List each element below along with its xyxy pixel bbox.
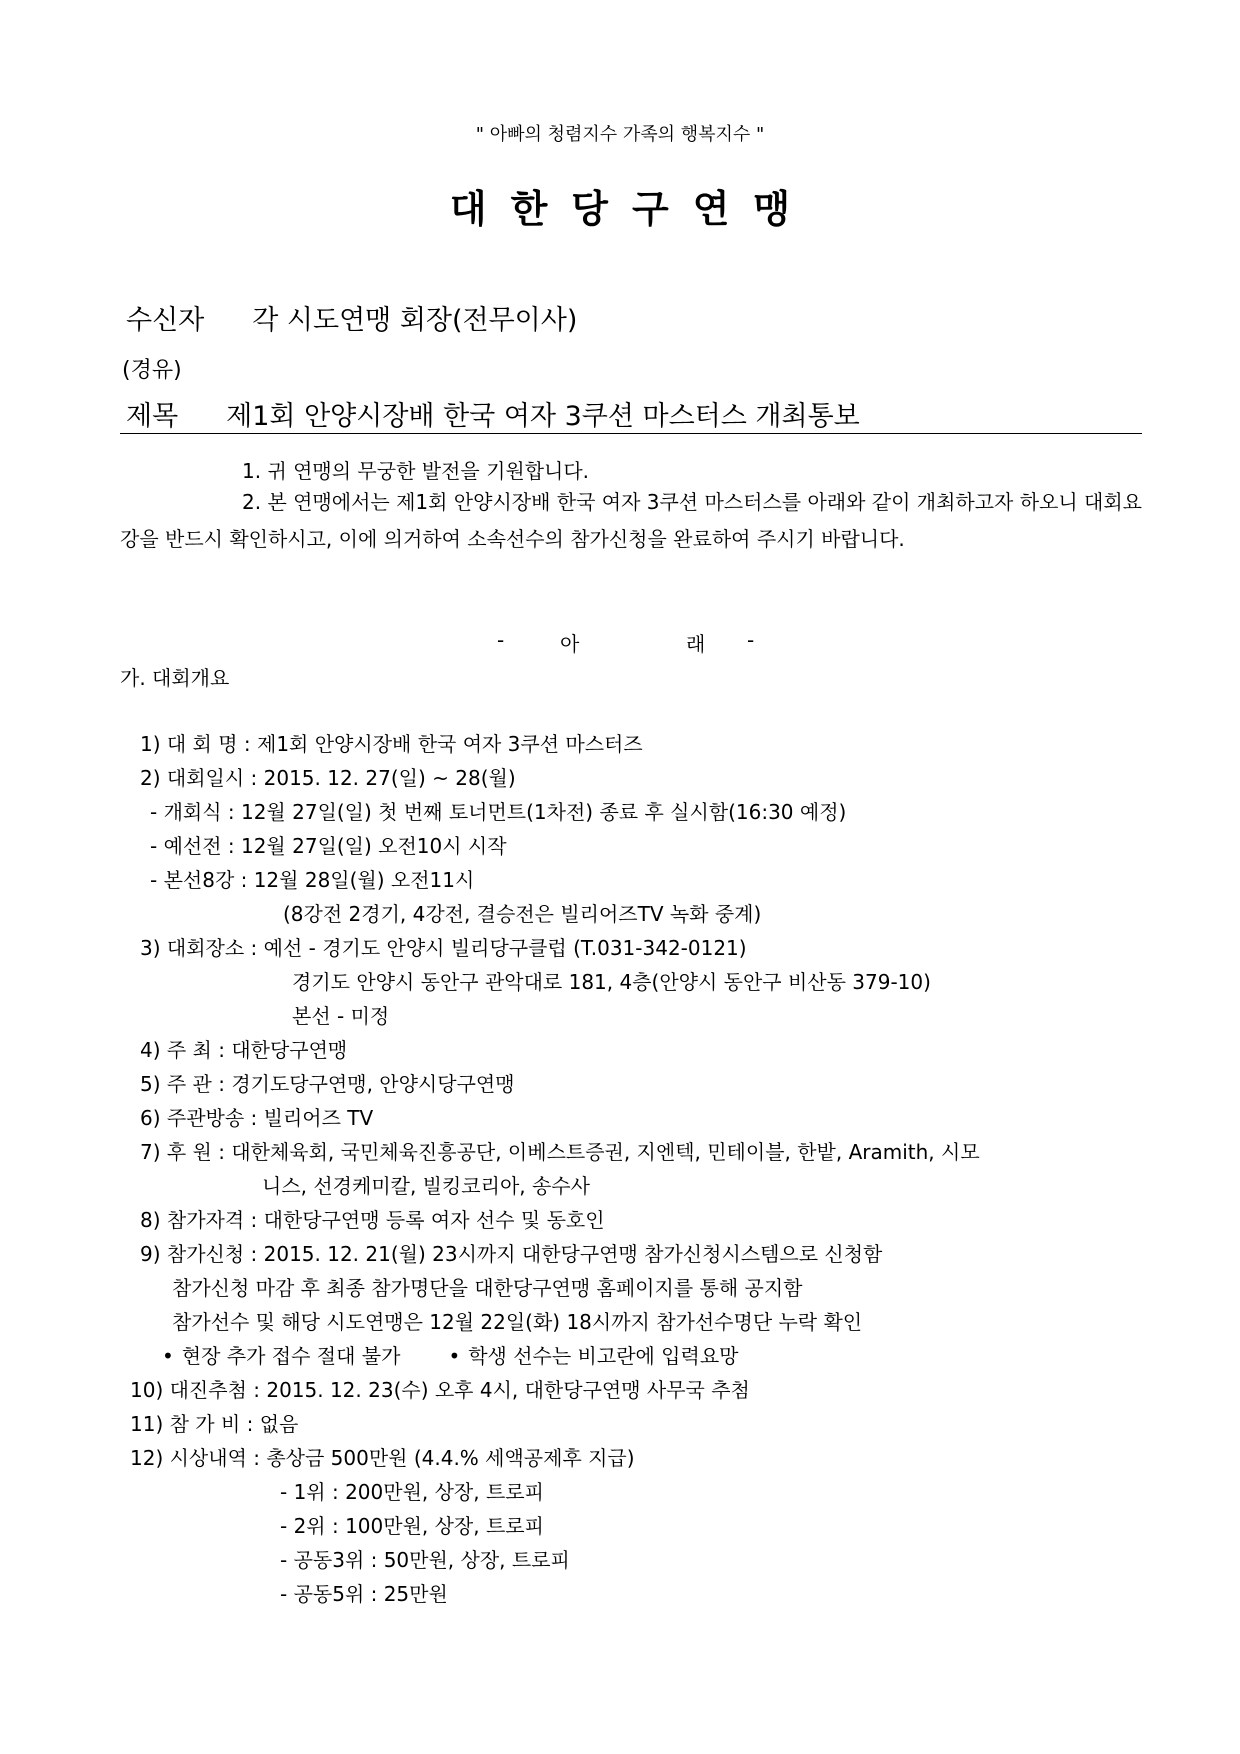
item-2-broadcast: (8강전 2경기, 4강전, 결승전은 빌리어즈TV 녹화 중계) [283, 902, 762, 926]
item-7-cont: 니스, 선경케미칼, 빌킹코리아, 송수사 [262, 1174, 590, 1198]
notice-heading-a: 아 [560, 632, 580, 656]
prize-2nd: - 2위 : 100만원, 상장, 트로피 [280, 1514, 544, 1538]
section-title: 가. 대회개요 [120, 666, 230, 690]
notice-heading-right: - [747, 628, 755, 652]
item-9-check: 참가선수 및 해당 시도연맹은 12월 22일(화) 18시까지 참가선수명단 누락 확인 [172, 1310, 863, 1334]
item-2-opening: - 개회식 : 12월 27일(일) 첫 번째 토너먼트(1차전) 종료 후 실시함(16:30 예정) [150, 800, 847, 824]
intro-paragraph-1: 1. 귀 연맹의 무궁한 발전을 기원합니다. [242, 459, 590, 483]
slogan: " 아빠의 청렴지수 가족의 행복지수 " [475, 124, 765, 145]
recipient-label: 수신자 [126, 305, 205, 336]
subject-divider [120, 433, 1142, 434]
notice-heading-b: 래 [686, 632, 706, 656]
item-11: 11) 참 가 비 : 없음 [130, 1412, 299, 1436]
subject-label: 제목 [126, 401, 179, 432]
item-3-address: 경기도 안양시 동안구 관악대로 181, 4층(안양시 동안구 비산동 379-10) [292, 970, 931, 994]
item-2-prelim: - 예선전 : 12월 27일(일) 오전10시 시작 [150, 834, 507, 858]
recipient-value: 각 시도연맹 회장(전무이사) [252, 305, 578, 336]
notice-heading-left: - [497, 628, 505, 652]
item-12: 12) 시상내역 : 총상금 500만원 (4.4.% 세액공제후 지급) [130, 1446, 635, 1470]
subject-value: 제1회 안양시장배 한국 여자 3쿠션 마스터스 개최통보 [226, 401, 860, 432]
recipient-line [126, 298, 577, 337]
item-5: 5) 주 관 : 경기도당구연맹, 안양시당구연맹 [140, 1072, 515, 1096]
subject-line [126, 394, 860, 433]
item-9-bullets [162, 1340, 738, 1369]
item-2: 2) 대회일시 : 2015. 12. 27(일) ~ 28(월) [140, 766, 516, 790]
bullet-text-1: 현장 추가 접수 절대 불가 [181, 1344, 401, 1368]
item-10: 10) 대진추첨 : 2015. 12. 23(수) 오후 4시, 대한당구연맹 사무국 추첨 [130, 1378, 750, 1402]
prize-5th: - 공동5위 : 25만원 [280, 1582, 448, 1606]
item-8: 8) 참가자격 : 대한당구연맹 등록 여자 선수 및 동호인 [140, 1208, 605, 1232]
bullet-text-2: 학생 선수는 비고란에 입력요망 [468, 1344, 739, 1368]
item-6: 6) 주관방송 : 빌리어즈 TV [140, 1106, 374, 1130]
item-2-final8: - 본선8강 : 12월 28일(월) 오전11시 [150, 868, 475, 892]
prize-3rd: - 공동3위 : 50만원, 상장, 트로피 [280, 1548, 570, 1572]
intro-paragraph-2: 2. 본 연맹에서는 제1회 안양시장배 한국 여자 3쿠션 마스터스를 아래와 같이 개최하고자 하오니 대회요강을 반드시 확인하시고, 이에 의거하여 소속선수의 참가신청을 완료하여 주시기 바랍니다. [120, 490, 1142, 551]
bullet-icon: • [448, 1344, 461, 1368]
item-9: 9) 참가신청 : 2015. 12. 21(월) 23시까지 대한당구연맹 참가신청시스템으로 신청함 [140, 1242, 883, 1266]
item-3-final: 본선 - 미정 [292, 1004, 390, 1028]
item-9-notice: 참가신청 마감 후 최종 참가명단을 대한당구연맹 홈페이지를 통해 공지함 [172, 1276, 803, 1300]
via-label: (경유) [122, 358, 182, 383]
item-3: 3) 대회장소 : 예선 - 경기도 안양시 빌리당구클럽 (T.031-342-0121) [140, 936, 747, 960]
item-1: 1) 대 회 명 : 제1회 안양시장배 한국 여자 3쿠션 마스터즈 [140, 732, 643, 756]
item-7: 7) 후 원 : 대한체육회, 국민체육진흥공단, 이베스트증권, 지엔텍, 민테이블, 한밭, Aramith, 시모 [140, 1140, 980, 1164]
bullet-icon: • [162, 1344, 174, 1368]
item-4: 4) 주 최 : 대한당구연맹 [140, 1038, 348, 1062]
organization-title: 대한당구연맹 [449, 187, 815, 231]
prize-1st: - 1위 : 200만원, 상장, 트로피 [280, 1480, 544, 1504]
